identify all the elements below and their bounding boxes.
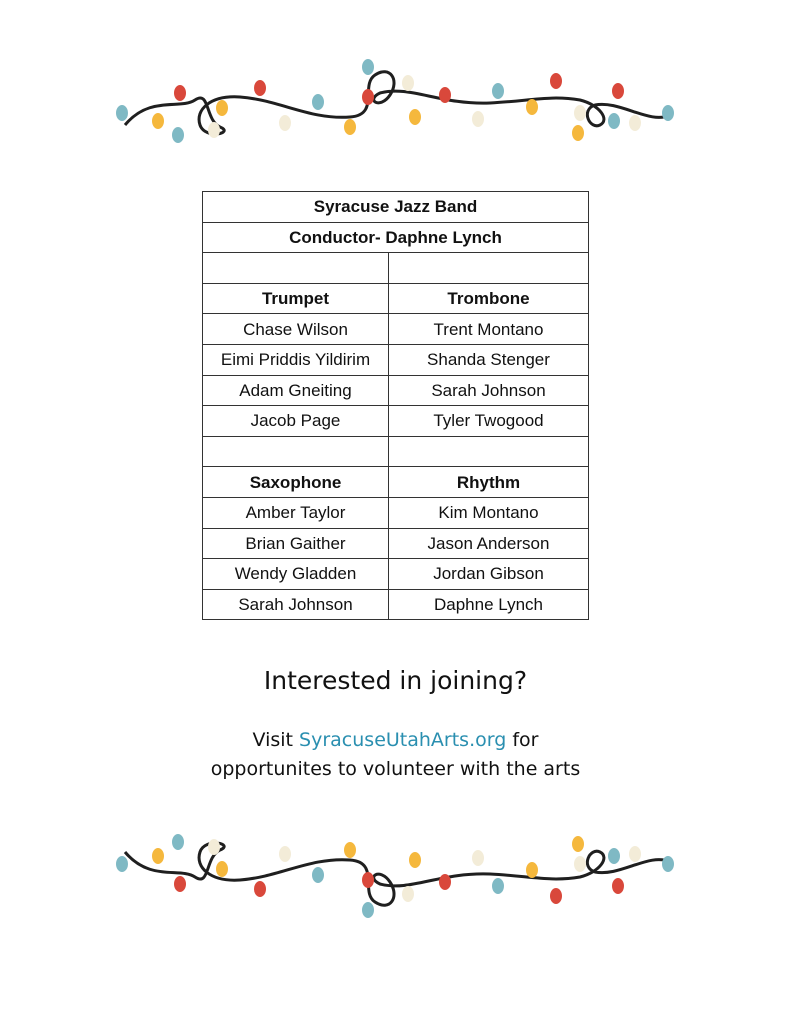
member-name: Brian Gaither <box>203 528 389 559</box>
member-name: Amber Taylor <box>203 497 389 528</box>
blank-cell <box>203 253 389 284</box>
visit-line-2: opportunites to volunteer with the arts <box>210 758 581 780</box>
section-header-row <box>203 467 589 498</box>
member-name: Sarah Johnson <box>389 375 589 406</box>
blank-row <box>203 436 589 467</box>
section-header-right: Trombone <box>389 283 589 314</box>
table-row <box>203 528 589 559</box>
member-name: Adam Gneiting <box>203 375 389 406</box>
table-row <box>203 406 589 437</box>
member-name: Sarah Johnson <box>203 589 389 620</box>
visit-prefix: Visit <box>252 729 300 751</box>
conductor-label: Conductor- Daphne Lynch <box>203 222 589 253</box>
visit-text <box>0 726 791 784</box>
band-title: Syracuse Jazz Band <box>203 192 589 223</box>
member-name: Kim Montano <box>389 497 589 528</box>
table-row <box>203 344 589 375</box>
member-name: Jacob Page <box>203 406 389 437</box>
table-row <box>203 497 589 528</box>
member-name: Trent Montano <box>389 314 589 345</box>
member-name: Daphne Lynch <box>389 589 589 620</box>
table-row <box>203 559 589 590</box>
member-name: Chase Wilson <box>203 314 389 345</box>
string-lights-icon <box>110 55 685 145</box>
arts-website-link[interactable]: SyracuseUtahArts.org <box>299 729 507 751</box>
blank-cell <box>203 436 389 467</box>
section-header-left: Trumpet <box>203 283 389 314</box>
section-header-right: Rhythm <box>389 467 589 498</box>
member-name: Eimi Priddis Yildirim <box>203 344 389 375</box>
table-title-row <box>203 192 589 223</box>
roster-table <box>202 191 589 620</box>
join-heading: Interested in joining? <box>263 666 528 695</box>
table-conductor-row <box>203 222 589 253</box>
member-name: Shanda Stenger <box>389 344 589 375</box>
blank-row <box>203 253 589 284</box>
member-name: Wendy Gladden <box>203 559 389 590</box>
section-header-left: Saxophone <box>203 467 389 498</box>
member-name: Jason Anderson <box>389 528 589 559</box>
member-name: Jordan Gibson <box>389 559 589 590</box>
string-lights-icon <box>110 832 685 922</box>
blank-cell <box>389 436 589 467</box>
member-name: Tyler Twogood <box>389 406 589 437</box>
visit-suffix: for <box>506 729 539 751</box>
table-row <box>203 314 589 345</box>
bulbs <box>116 59 674 143</box>
section-header-row <box>203 283 589 314</box>
table-row <box>203 589 589 620</box>
visit-line-1 <box>0 726 791 755</box>
blank-cell <box>389 253 589 284</box>
table-row <box>203 375 589 406</box>
